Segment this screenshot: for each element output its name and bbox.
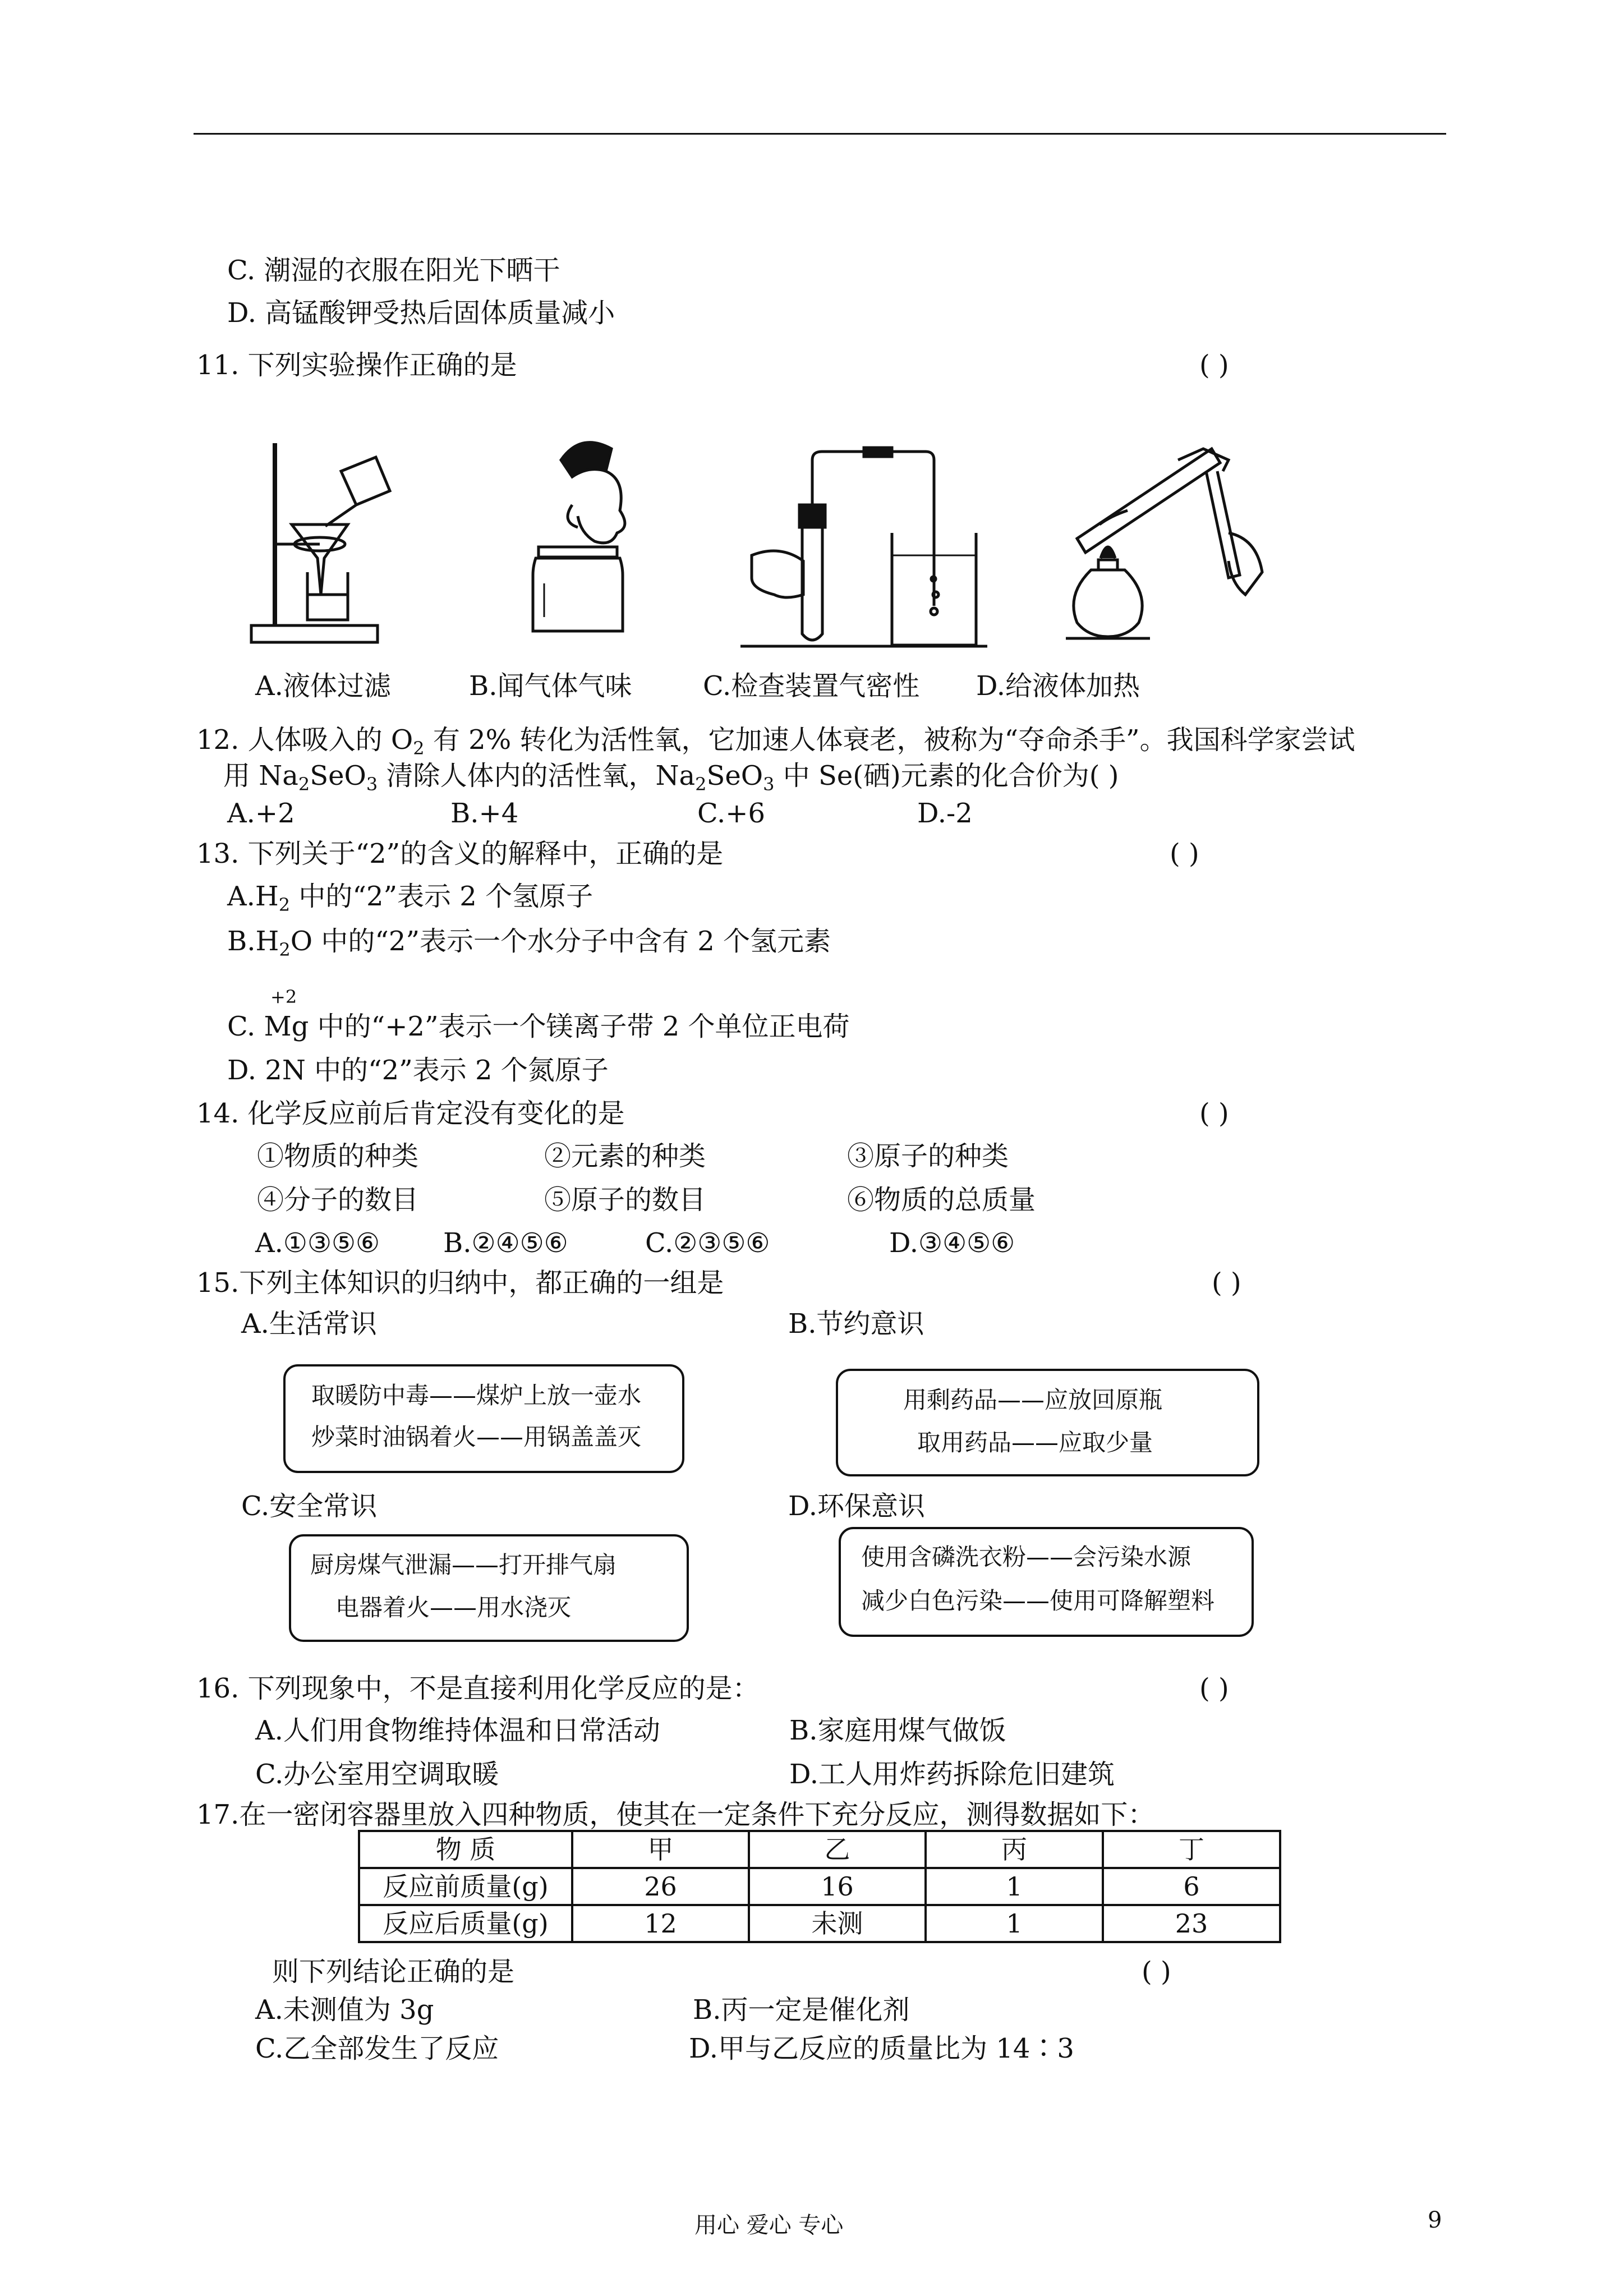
q13-option-b: $B.H_2O$ 中的“2”表示一个水分子中含有 2 个氢元素 [227,926,831,960]
q14-item-3: ③原子的种类 [847,1140,1009,1172]
q13-valence-mark: +2 [270,986,297,1007]
table-cell: 16 [749,1868,926,1905]
q12-option-b: B.+4 [450,798,519,829]
q15-group-a-label: A.生活常识 [241,1308,377,1340]
q15-group-d-line2: 减少白色污染——使用可降解塑料 [861,1587,1215,1614]
q14-item-4: ④分子的数目 [257,1184,419,1216]
header-rule [194,133,1446,135]
q13-option-a: $A.H_2$ 中的“2”表示 2 个氢原子 [227,881,594,915]
q16-option-a: A.人们用食物维持体温和日常活动 [255,1715,660,1746]
smelling-gas-figure [533,443,625,631]
q15-group-d-line1: 使用含磷洗衣粉——会污染水源 [861,1543,1191,1571]
table-cell: 23 [1103,1905,1280,1942]
q11-option-b: B.闻气体气味 [469,670,632,702]
q16-stem: 16. 下列现象中，不是直接利用化学反应的是： [196,1673,760,1704]
q14-option-a: A.①③⑤⑥ [255,1227,380,1259]
q11-option-c: C.检查装置气密性 [703,670,920,702]
q15-answer-paren: ( ) [1212,1267,1241,1299]
q12-option-c: C.+6 [697,798,766,829]
q16-option-b: B.家庭用煤气做饭 [789,1715,1006,1746]
q17-answer-paren: ( ) [1142,1956,1171,1987]
q15-group-b-label: B.节约意识 [788,1308,924,1340]
table-header-cell: 丙 [926,1831,1103,1868]
q17-conclusion: 则下列结论正确的是 [272,1956,515,1987]
q11-apparatus-figures [236,426,1273,662]
q17-option-c: C.乙全部发生了反应 [255,2033,499,2064]
q11-option-a: A.液体过滤 [255,670,391,702]
q14-option-d: D.③④⑤⑥ [889,1227,1015,1259]
q15-group-a-line1: 取暖防中毒——煤炉上放一壶水 [311,1382,642,1409]
q14-option-b: B.②④⑤⑥ [443,1227,568,1259]
table-cell: 反应前质量(g) [359,1868,572,1905]
q12-option-d: D.-2 [917,798,973,829]
q15-group-b-line2: 取用药品——应取少量 [917,1429,1153,1456]
q14-item-6: ⑥物质的总质量 [847,1184,1036,1216]
q14-item-5: ⑤原子的数目 [544,1184,706,1216]
q12-option-a: A.+2 [227,798,295,829]
table-cell: 26 [572,1868,749,1905]
table-header-cell: 甲 [572,1831,749,1868]
q15-group-c-label: C.安全常识 [241,1490,378,1522]
table-header-cell: 物 质 [359,1831,572,1868]
q15-group-a-line2: 炒菜时油锅着火——用锅盖盖灭 [311,1423,642,1451]
q12-stem-line1: 12. 人体吸入的 $O_2$ 有 2% 转化为活性氧，它加速人体衰老，被称为“夺命杀手”。我国科学家尝试 [196,724,1355,759]
table-header-cell: 乙 [749,1831,926,1868]
q10-option-d: D. 高锰酸钾受热后固体质量减小 [227,297,615,329]
q16-answer-paren: ( ) [1199,1673,1229,1704]
filtration-apparatus-figure [251,443,390,642]
table-cell: 6 [1103,1868,1280,1905]
q14-item-1: ①物质的种类 [257,1140,419,1172]
footer-motto: 用心 爱心 专心 [694,2212,844,2238]
q13-answer-paren: ( ) [1170,838,1199,869]
q14-option-c: C.②③⑤⑥ [645,1227,770,1259]
table-row [359,1868,1280,1905]
q14-stem: 14. 化学反应前后肯定没有变化的是 [196,1098,625,1129]
q11-stem: 11. 下列实验操作正确的是 [196,349,517,381]
q15-group-d-label: D.环保意识 [788,1490,926,1522]
table-header-cell: 丁 [1103,1831,1280,1868]
q10-option-c: C. 潮湿的衣服在阳光下晒干 [227,255,560,286]
heating-liquid-figure [1066,449,1262,638]
q17-option-d: D.甲与乙反应的质量比为 14∶3 [689,2033,1074,2064]
q12-stem-line2: 用 $Na_2SeO_3$ 清除人体内的活性氧，$Na_2SeO_3$ 中 Se(硒)元素的化合价为( ) [223,760,1119,795]
q17-option-a: A.未测值为 3g [255,1994,434,2026]
table-cell: 未测 [749,1905,926,1942]
q11-option-d: D.给液体加热 [976,670,1140,702]
q15-group-b-line1: 用剩药品——应放回原瓶 [903,1386,1163,1414]
q15-stem: 15.下列主体知识的归纳中，都正确的一组是 [196,1267,724,1299]
table-cell: 1 [926,1905,1103,1942]
q11-answer-paren: ( ) [1199,349,1229,381]
table-row [359,1905,1280,1942]
table-cell: 反应后质量(g) [359,1905,572,1942]
q17-stem: 17.在一密闭容器里放入四种物质，使其在一定条件下充分反应，测得数据如下： [196,1799,1155,1830]
q16-option-c: C.办公室用空调取暖 [255,1759,499,1790]
q13-stem: 13. 下列关于“2”的含义的解释中，正确的是 [196,838,724,869]
q15-group-c-line1: 厨房煤气泄漏——打开排气扇 [310,1551,617,1579]
q14-item-2: ②元素的种类 [544,1140,706,1172]
page-number: 9 [1428,2207,1442,2233]
q17-data-table [358,1830,1281,1943]
q17-option-b: B.丙一定是催化剂 [693,1994,910,2026]
table-cell: 12 [572,1905,749,1942]
q13-option-c: C. Mg 中的“+2”表示一个镁离子带 2 个单位正电荷 [227,1011,850,1042]
table-cell: 1 [926,1868,1103,1905]
q16-option-d: D.工人用炸药拆除危旧建筑 [789,1759,1115,1790]
table-header-row [359,1831,1280,1868]
q14-answer-paren: ( ) [1199,1098,1229,1129]
q15-group-c-line2: 电器着火——用水浇灭 [335,1594,572,1621]
q13-option-d: D. 2N 中的“2”表示 2 个氮原子 [227,1055,609,1086]
airtightness-check-figure [740,448,987,646]
